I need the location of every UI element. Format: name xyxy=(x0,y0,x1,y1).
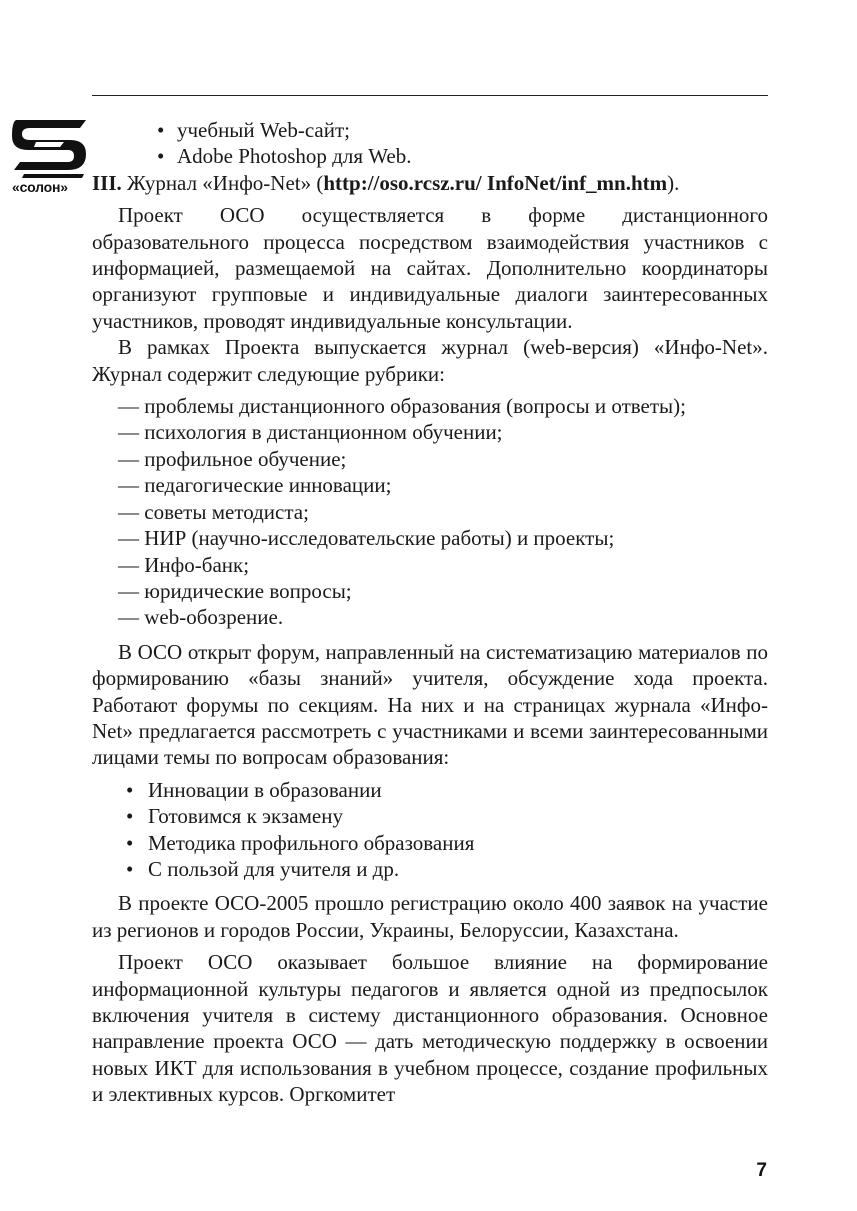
section-heading xyxy=(92,170,768,196)
list-item: • Инновации в образовании xyxy=(92,777,768,803)
list-item: • Методика профильного образования xyxy=(92,830,768,856)
journal-link[interactable]: http://oso.rcsz.ru/ InfoNet/inf_mn.htm xyxy=(323,170,668,195)
list-item: • С пользой для учителя и др. xyxy=(92,856,768,882)
paragraph-1: Проект ОСО осуществляется в форме дистанционного образовательного процесса посредством взаимодействия участников с информацией, размещаемой на сайтах. Дополнительно координаторы организуют групповые и индивидуальные диалоги заинтересованных участников, проводят индивидуальные консультации. xyxy=(92,203,768,333)
section-close: ). xyxy=(667,170,680,195)
list-item: — советы методиста; xyxy=(118,499,309,524)
list-item: — Инфо-банк; xyxy=(118,552,250,577)
solon-logo-icon xyxy=(10,120,92,178)
list-item: • учебный Web-сайт; xyxy=(92,117,768,143)
section-title: Журнал «Инфо-Net» ( xyxy=(127,170,324,195)
forum-topic-list xyxy=(92,777,768,883)
list-item: — профильное обучение; xyxy=(118,446,347,471)
page-number: 7 xyxy=(756,1160,767,1181)
list-item: — юридические вопросы; xyxy=(118,578,352,603)
list-item: — проблемы дистанционного образования (вопросы и ответы); xyxy=(118,394,686,419)
paragraph-2: В рамках Проекта выпускается журнал (web-версия) «Инфо-Net». Журнал содержит следующие рубрики: xyxy=(92,335,768,386)
list-item: — web-обозрение. xyxy=(118,605,284,630)
rubric-list xyxy=(92,393,768,631)
list-item: • Готовимся к экзамену xyxy=(92,803,768,829)
paragraph-5: Проект ОСО оказывает большое влияние на формирование информационной культуры педагогов и является одной из предпосылок включения учителя в систему дистанционного образования. Основное направление проекта ОСО — дать методическую поддержку в освоении новых ИКТ для использования в учебном процессе, создание профильных и элективных курсов. Оргкомитет xyxy=(92,950,768,1107)
list-item: • Adobe Photoshop для Web. xyxy=(92,143,768,169)
list-item: — психология в дистанционном обучении; xyxy=(118,420,503,445)
paragraph-4: В проекте ОСО-2005 прошло регистрацию около 400 заявок на участие из регионов и городов России, Украины, Белоруссии, Казахстана. xyxy=(92,891,768,942)
header-rule xyxy=(92,95,768,96)
logo-text: «солон» xyxy=(12,179,68,195)
paragraph-3: В ОСО открыт форум, направленный на систематизацию материалов по формированию «базы знаний» учителя, обсуждение хода проекта. Работают форумы по секциям. На них и на страницах журнала «Инфо-Net» предлагается рассмотреть с участниками и всеми заинтересованными лицами темы по вопросам образования: xyxy=(92,639,768,770)
page-content xyxy=(92,117,768,1108)
section-number: III. xyxy=(92,170,122,195)
resource-list xyxy=(92,117,768,170)
list-item: — педагогические инновации; xyxy=(118,473,392,498)
list-item: — НИР (научно-исследовательские работы) и проекты; xyxy=(118,526,615,551)
